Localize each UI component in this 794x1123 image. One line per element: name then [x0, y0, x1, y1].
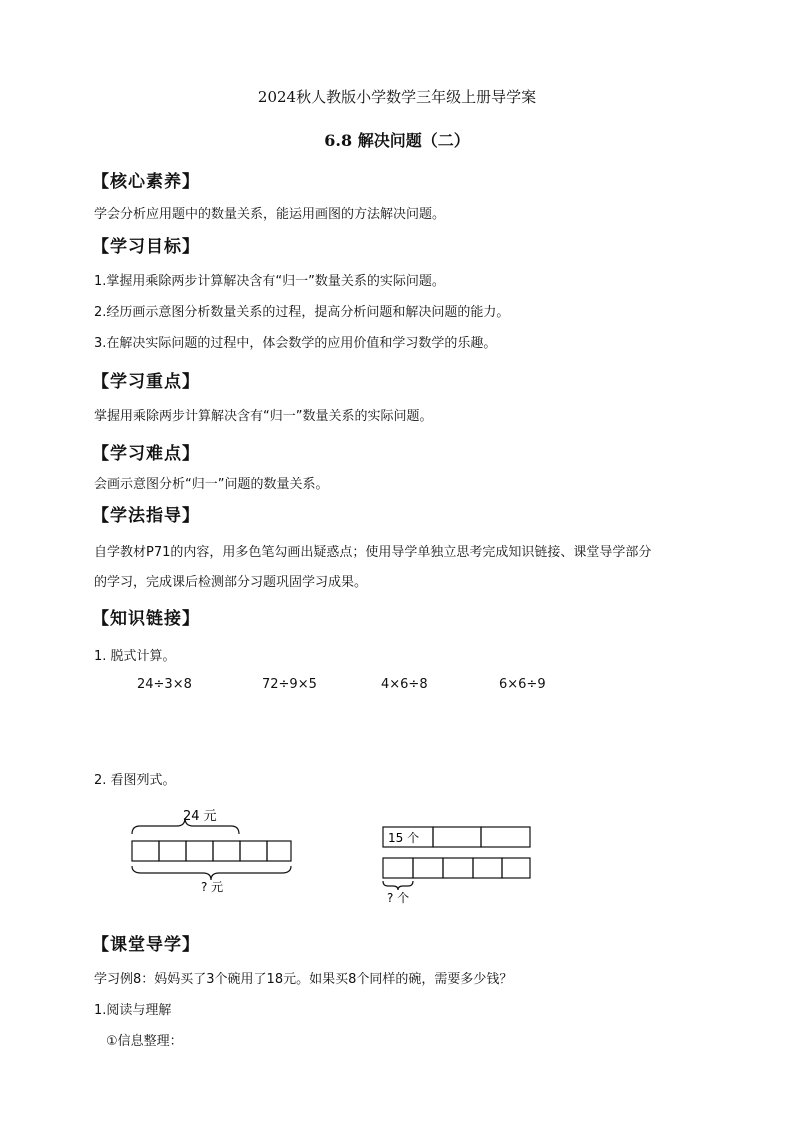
question-1: 1. 脱式计算。: [94, 649, 176, 664]
expression: 6×6÷9: [499, 677, 546, 692]
heading-class: 【课堂导学】: [92, 935, 200, 955]
heading-core: 【核心素养】: [92, 172, 200, 192]
segment-box: [267, 841, 291, 861]
question-2: 2. 看图列式。: [94, 773, 176, 788]
segment-box: [240, 841, 267, 861]
segment-box: [413, 858, 443, 878]
goal-item: 1.掌握用乘除两步计算解决含有“归一”数量关系的实际问题。: [94, 274, 445, 289]
example-problem: 学习例8：妈妈买了3个碗用了18元。如果买8个同样的碗，需要多少钱？: [94, 972, 513, 987]
segment-box: [481, 827, 530, 847]
diagram-bottom-label: ? 个: [387, 891, 410, 905]
expression: 4×6÷8: [381, 677, 428, 692]
heading-goals: 【学习目标】: [92, 237, 200, 257]
expression: 24÷3×8: [137, 677, 192, 692]
segment-box: [443, 858, 473, 878]
segment-box: [132, 841, 159, 861]
lesson-title: 6.8 解决问题（二）: [324, 131, 470, 150]
goal-item: 2.经历画示意图分析数量关系的过程，提高分析问题和解决问题的能力。: [94, 305, 510, 320]
segment-boxes: [132, 841, 291, 861]
segment-box: [383, 858, 413, 878]
method-text-line: 的学习，完成课后检测部分习题巩固学习成果。: [94, 575, 368, 590]
bottom-brace: [132, 866, 291, 880]
bar-diagram-count: [378, 820, 538, 910]
segment-box: [159, 841, 186, 861]
bar-diagram-price: [125, 800, 300, 900]
heading-key-points: 【学习重点】: [92, 372, 200, 392]
difficulty-text: 会画示意图分析“归一”问题的数量关系。: [94, 477, 329, 492]
sub-step-info: ①信息整理：: [106, 1034, 183, 1049]
expression: 72÷9×5: [262, 677, 317, 692]
segment-box: [186, 841, 213, 861]
top-brace: [132, 818, 239, 834]
bottom-row-boxes: [383, 858, 530, 878]
diagram-top-label: 24 元: [183, 809, 217, 824]
core-text: 学会分析应用题中的数量关系，能运用画图的方法解决问题。: [94, 207, 446, 222]
heading-method: 【学法指导】: [92, 506, 200, 526]
bottom-brace: [383, 881, 413, 890]
key-points-text: 掌握用乘除两步计算解决含有“归一”数量关系的实际问题。: [94, 409, 433, 424]
top-box-label: 15 个: [388, 831, 420, 845]
method-text-line: 自学教材P71的内容，用多色笔勾画出疑惑点；使用导学单独立思考完成知识链接、课堂导学部分: [94, 545, 652, 560]
heading-knowledge: 【知识链接】: [92, 609, 200, 629]
segment-box: [433, 827, 481, 847]
step-read-understand: 1.阅读与理解: [94, 1003, 172, 1018]
heading-difficulty: 【学习难点】: [92, 444, 200, 464]
document-title: 2024秋人教版小学数学三年级上册导学案: [257, 88, 537, 106]
diagram-bottom-label: ? 元: [201, 880, 224, 894]
goal-item: 3.在解决实际问题的过程中，体会数学的应用价值和学习数学的乐趣。: [94, 336, 497, 351]
segment-box: [502, 858, 530, 878]
segment-box: [213, 841, 240, 861]
segment-box: [473, 858, 502, 878]
